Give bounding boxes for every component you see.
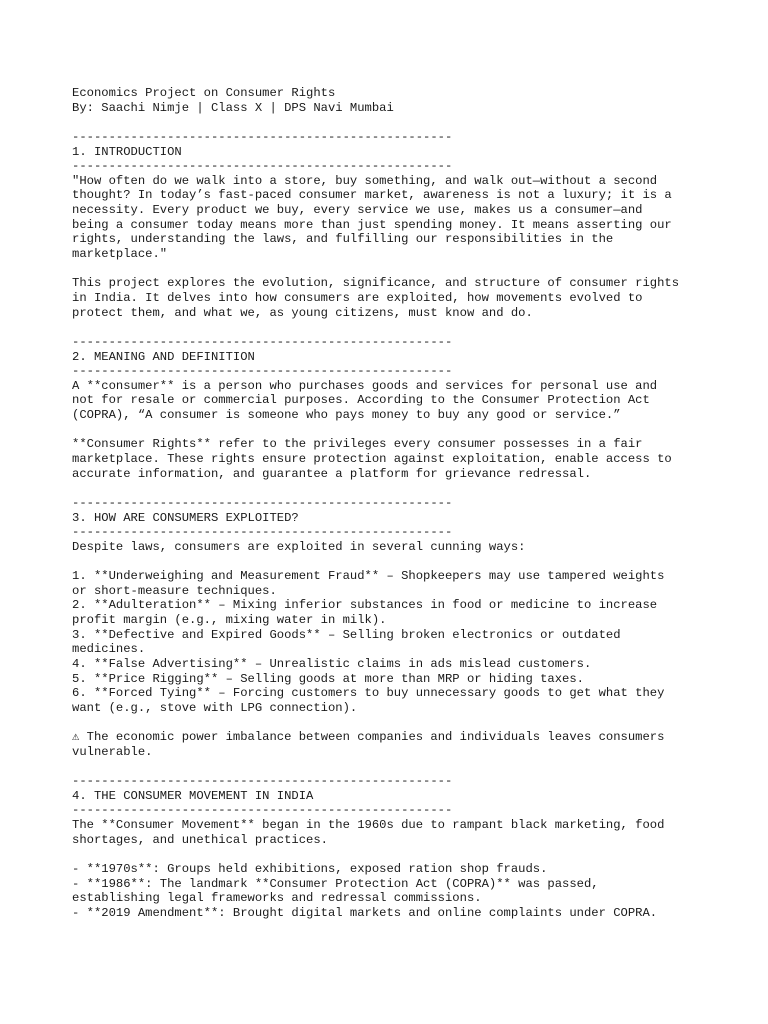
spacer — [72, 262, 712, 277]
paragraph-line: **Consumer Rights** refer to the privileges every consumer possesses in a fair — [72, 437, 643, 452]
section — [72, 335, 712, 496]
section — [72, 496, 712, 774]
paragraph-line: establishing legal frameworks and redressal commissions. — [72, 891, 482, 906]
paragraph-line: - **1970s**: Groups held exhibitions, exposed ration shop frauds. — [72, 861, 548, 876]
paragraph-line: ⚠ The economic power imbalance between companies and individuals leaves consumers — [72, 730, 665, 745]
paragraph-line: accurate information, and guarantee a platform for grievance redressal. — [72, 466, 592, 481]
paragraph-line: The **Consumer Movement** began in the 1960s due to rampant black marketing, food — [72, 818, 665, 833]
section-rule-top: ---------------------------------------------------- — [72, 774, 453, 789]
paragraph-line: marketplace." — [72, 247, 168, 262]
section-rule-bottom: ---------------------------------------------------- — [72, 525, 453, 540]
spacer — [72, 423, 712, 438]
section-heading: 1. INTRODUCTION — [72, 144, 182, 159]
paragraph-line: thought? In today’s fast-paced consumer market, awareness is not a luxury; it is a — [72, 188, 672, 203]
paragraph-line: 2. **Adulteration** – Mixing inferior substances in food or medicine to increase — [72, 598, 658, 613]
paragraph-line: "How often do we walk into a store, buy something, and walk out—without a second — [72, 173, 658, 188]
paragraph-line: rights, understanding the laws, and fulfilling our responsibilities in the — [72, 232, 614, 247]
section-rule-top: ---------------------------------------------------- — [72, 334, 453, 349]
paragraph-line: 5. **Price Rigging** – Selling goods at more than MRP or hiding taxes. — [72, 671, 584, 686]
paragraph-line: protect them, and what we, as young citizens, must know and do. — [72, 305, 533, 320]
paragraph-line: being a consumer today means more than just spending money. It means asserting our — [72, 217, 672, 232]
paragraph-line: 1. **Underweighing and Measurement Fraud** – Shopkeepers may use tampered weights — [72, 569, 665, 584]
paragraph-line: medicines. — [72, 642, 146, 657]
section-rule-bottom: ---------------------------------------------------- — [72, 159, 453, 174]
paragraph-line: vulnerable. — [72, 744, 153, 759]
paragraph-line: marketplace. These rights ensure protection against exploitation, enable access to — [72, 452, 672, 467]
section-heading: 3. HOW ARE CONSUMERS EXPLOITED? — [72, 510, 299, 525]
paragraph-line: 3. **Defective and Expired Goods** – Selling broken electronics or outdated — [72, 627, 621, 642]
spacer — [72, 115, 712, 130]
section-rule-top: ---------------------------------------------------- — [72, 129, 453, 144]
paragraph-line: shortages, and unethical practices. — [72, 832, 328, 847]
paragraph-line: - **2019 Amendment**: Brought digital markets and online complaints under COPRA. — [72, 905, 658, 920]
paragraph-line: want (e.g., stove with LPG connection). — [72, 700, 358, 715]
paragraph-line: profit margin (e.g., mixing water in milk). — [72, 613, 387, 628]
spacer — [72, 759, 712, 774]
spacer — [72, 716, 712, 731]
section-rule-bottom: ---------------------------------------------------- — [72, 364, 453, 379]
document-title: Economics Project on Consumer Rights — [72, 86, 336, 100]
section-rule-bottom: ---------------------------------------------------- — [72, 803, 453, 818]
paragraph-line: or short-measure techniques. — [72, 583, 277, 598]
section-heading: 4. THE CONSUMER MOVEMENT IN INDIA — [72, 788, 314, 803]
section-rule-top: ---------------------------------------------------- — [72, 495, 453, 510]
section — [72, 130, 712, 335]
paragraph-line: in India. It delves into how consumers are exploited, how movements evolved to — [72, 290, 643, 305]
spacer — [72, 320, 712, 335]
section — [72, 774, 712, 920]
section-heading: 2. MEANING AND DEFINITION — [72, 349, 255, 364]
document-body — [72, 130, 712, 921]
paragraph-line: 4. **False Advertising** – Unrealistic claims in ads mislead customers. — [72, 656, 592, 671]
spacer — [72, 481, 712, 496]
spacer — [72, 555, 712, 570]
document-page — [72, 86, 712, 921]
paragraph-line: (COPRA), “A consumer is someone who pays money to buy any good or service.” — [72, 408, 621, 423]
paragraph-line: This project explores the evolution, significance, and structure of consumer rights — [72, 276, 680, 291]
paragraph-line: A **consumer** is a person who purchases goods and services for personal use and — [72, 378, 658, 393]
spacer — [72, 847, 712, 862]
paragraph-line: not for resale or commercial purposes. According to the Consumer Protection Act — [72, 393, 650, 408]
document-byline: By: Saachi Nimje | Class X | DPS Navi Mumbai — [72, 100, 394, 115]
paragraph-line: - **1986**: The landmark **Consumer Protection Act (COPRA)** was passed, — [72, 876, 599, 891]
paragraph-line: Despite laws, consumers are exploited in several cunning ways: — [72, 539, 526, 554]
paragraph-line: necessity. Every product we buy, every service we use, makes us a consumer—and — [72, 203, 643, 218]
paragraph-line: 6. **Forced Tying** – Forcing customers to buy unnecessary goods to get what they — [72, 686, 665, 701]
